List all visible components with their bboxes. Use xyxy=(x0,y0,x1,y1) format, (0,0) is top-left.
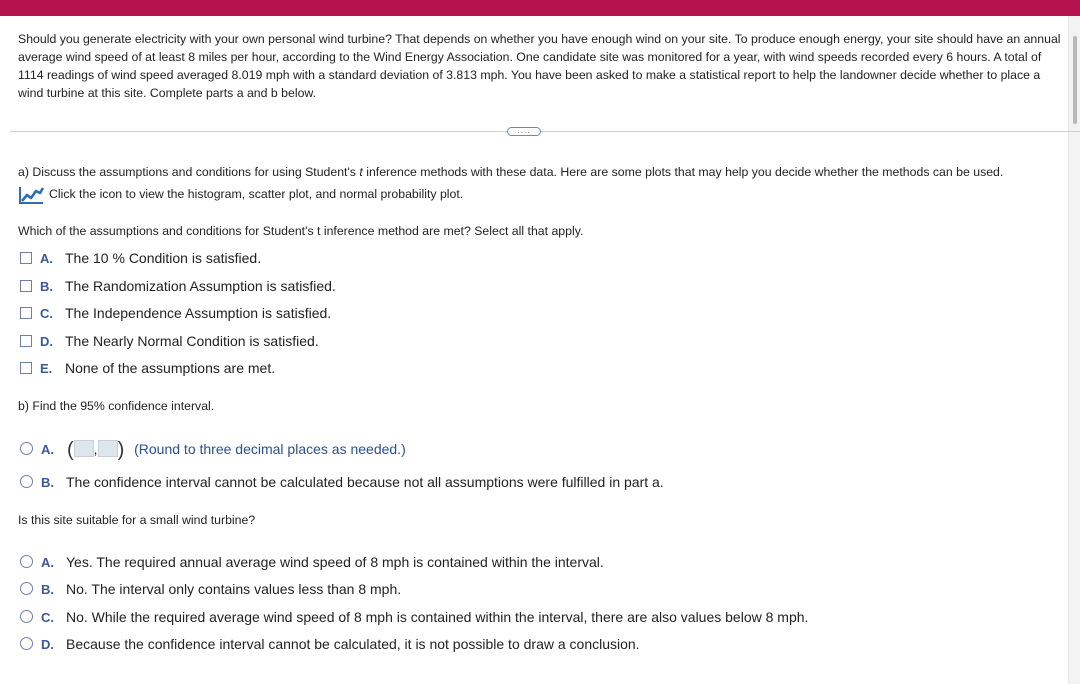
part-a-question: Which of the assumptions and conditions for Student's t inference method are met? Select all that apply. xyxy=(18,224,584,238)
option-b-randomization[interactable] xyxy=(20,276,336,296)
option-text: Yes. The required annual average wind speed of 8 mph is contained within the interval. xyxy=(66,554,604,570)
radio-button[interactable] xyxy=(20,610,33,623)
option-text: The 10 % Condition is satisfied. xyxy=(65,250,262,266)
radio-button[interactable] xyxy=(20,475,33,488)
option-letter: C. xyxy=(41,610,54,625)
option-letter: D. xyxy=(41,637,54,652)
section-divider xyxy=(10,131,1080,132)
option-text: The Nearly Normal Condition is satisfied. xyxy=(65,333,319,349)
option-text: None of the assumptions are met. xyxy=(65,360,276,376)
option-text: The Randomization Assumption is satisfied. xyxy=(65,278,336,294)
scrollbar-thumb[interactable] xyxy=(1073,36,1077,124)
top-bar xyxy=(0,0,1080,16)
option-letter: E. xyxy=(40,361,53,376)
line-chart-icon[interactable] xyxy=(18,185,44,205)
scrollbar[interactable] xyxy=(1068,16,1080,684)
question-intro: Should you generate electricity with your own personal wind turbine? That depends on whether you have enough wind on your site. To produce enough energy, your site should have an annual average wind speed of at least 8 miles per hour, according to the Wind Energy Association. One candidate site was monitored for a year, with wind speeds recorded every 6 hours. A total of 1114 readings of wind speed averaged 8.019 mph with a standard deviation of 3.813 mph. You have been asked to make a statistical report to help the landowner decide whether to place a wind turbine at this site. Complete parts a and b below. xyxy=(18,32,1061,100)
suitability-option-d[interactable] xyxy=(20,634,640,654)
option-d-nearly-normal[interactable] xyxy=(20,331,319,351)
radio-button[interactable] xyxy=(20,637,33,650)
option-letter: B. xyxy=(40,279,53,294)
comma: , xyxy=(93,441,98,457)
option-a-10-percent[interactable] xyxy=(20,248,261,268)
suitability-option-a[interactable] xyxy=(20,552,604,572)
checkbox[interactable] xyxy=(20,252,32,264)
open-paren: ( xyxy=(67,439,74,461)
radio-button[interactable] xyxy=(20,582,33,595)
suitability-question: Is this site suitable for a small wind turbine? xyxy=(18,513,256,527)
checkbox[interactable] xyxy=(20,335,32,347)
option-letter: C. xyxy=(40,306,53,321)
part-a-prompt-start: a) Discuss the assumptions and conditions for using Student's xyxy=(18,165,360,179)
option-e-none[interactable] xyxy=(20,358,275,378)
part-a-prompt-t: t xyxy=(359,165,363,179)
option-text: Because the confidence interval cannot be calculated, it is not possible to draw a conclusion. xyxy=(66,636,640,652)
option-letter: D. xyxy=(40,334,53,349)
option-letter: A. xyxy=(40,251,53,266)
option-letter: B. xyxy=(41,475,54,490)
plots-link-text[interactable]: Click the icon to view the histogram, scatter plot, and normal probability plot. xyxy=(49,187,464,201)
suitability-option-c[interactable] xyxy=(20,607,808,627)
checkbox[interactable] xyxy=(20,307,32,319)
ci-option-a[interactable] xyxy=(20,439,406,459)
option-letter: A. xyxy=(41,442,54,457)
part-a-prompt-end: inference methods with these data. Here are some plots that may help you decide whether the methods can be used. xyxy=(362,165,1004,179)
option-letter: A. xyxy=(41,555,54,570)
option-letter: B. xyxy=(41,582,54,597)
ci-option-b[interactable] xyxy=(20,472,664,492)
ci-lower-input[interactable] xyxy=(74,440,94,457)
part-b-prompt: b) Find the 95% confidence interval. xyxy=(18,399,215,413)
option-text: The confidence interval cannot be calculated because not all assumptions were fulfilled in part a. xyxy=(66,474,664,490)
option-text: No. While the required average wind speed of 8 mph is contained within the interval, there are also values below 8 mph. xyxy=(66,609,809,625)
option-text: The Independence Assumption is satisfied. xyxy=(65,305,332,321)
part-a-prompt xyxy=(18,165,1003,179)
checkbox[interactable] xyxy=(20,362,32,374)
expand-button[interactable]: .... xyxy=(507,127,541,136)
radio-button[interactable] xyxy=(20,555,33,568)
ci-upper-input[interactable] xyxy=(98,440,118,457)
option-c-independence[interactable] xyxy=(20,303,331,323)
radio-button[interactable] xyxy=(20,442,33,455)
rounding-hint: (Round to three decimal places as needed.) xyxy=(134,441,406,457)
option-text: No. The interval only contains values less than 8 mph. xyxy=(66,581,402,597)
checkbox[interactable] xyxy=(20,280,32,292)
suitability-option-b[interactable] xyxy=(20,579,401,599)
close-paren: ) xyxy=(117,439,125,461)
